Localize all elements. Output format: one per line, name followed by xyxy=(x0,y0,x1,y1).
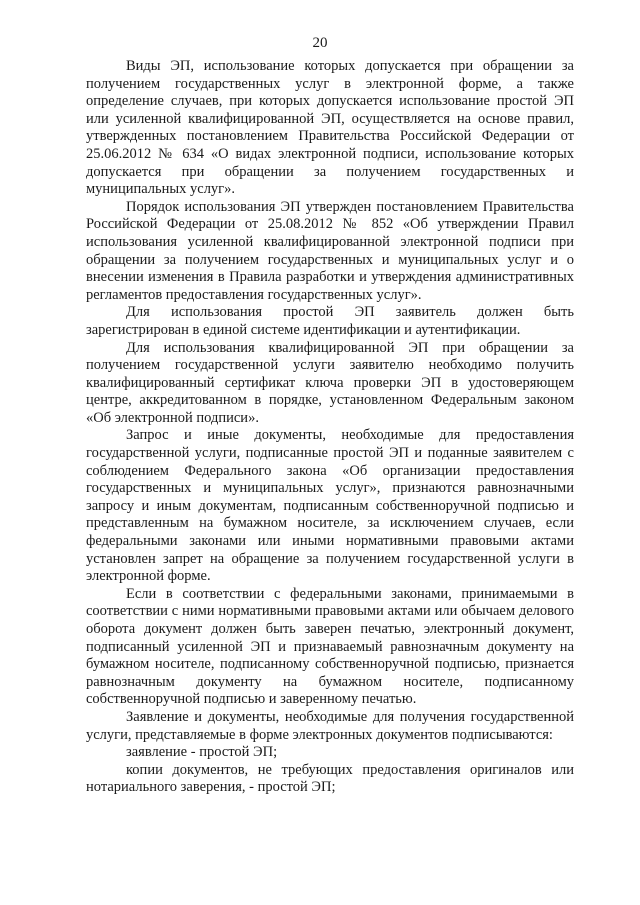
paragraph-signing-intro: Заявление и документы, необходимые для получения государственной услуги, представляемые в форме электронных документов подписываются: xyxy=(86,708,574,743)
paragraph-qualified-ep: Для использования квалифицированной ЭП при обращении за получением государственной услуги заявителю необходимо получить квалифицированный сертификат ключа проверки ЭП в удостоверяющем центре, аккредитованном в порядке, установленном Федеральным законом «Об электронной подписи». xyxy=(86,339,574,426)
paragraph-seal-equivalence: Если в соответствии с федеральными законами, принимаемыми в соответствии с ними нормативными правовыми актами или обычаем делового оборота документ должен быть заверен печатью, электронный документ, подписанный усиленной ЭП и признаваемый равнозначным документу на бумажном носителе, подписанному собственноручной подписью, признается равнозначным документу на бумажном носителе, подписанному собственноручной подписью и заверенному печатью. xyxy=(86,585,574,708)
paragraph-simple-ep: Для использования простой ЭП заявитель должен быть зарегистрирован в единой системе идентификации и аутентификации. xyxy=(86,304,574,338)
paragraph-ep-types: Виды ЭП, использование которых допускается при обращении за получением государственных услуг в электронной форме, а также определение случаев, при которых допускается использование простой ЭП или усиленной квалифицированной ЭП, осуществляется на основе правил, утвержденных постановлением Правительства Российской Федерации от 25.06.2012 № 634 «О видах электронной подписи, использование которых допускается при обращении за получением государственных и муниципальных услуг». xyxy=(86,58,574,198)
list-item-application: заявление - простой ЭП; xyxy=(126,744,278,761)
paragraph-ep-procedure: Порядок использования ЭП утвержден постановлением Правительства Российской Федерации от 25.08.2012 № 852 «Об утверждении Правил использования усиленной квалифицированной электронной подписи при обращении за получением государственных и муниципальных услуг и о внесении изменения в Правила разработки и утверждения административных регламентов предоставления государственных услуг». xyxy=(86,198,574,303)
document-body xyxy=(86,58,574,797)
list-item-copies: копии документов, не требующих предоставления оригиналов или нотариального заверения, - простой ЭП; xyxy=(86,761,574,796)
paragraph-request-documents: Запрос и иные документы, необходимые для предоставления государственной услуги, подписанные простой ЭП и поданные заявителем с соблюдением Федерального закона «Об организации предоставления государственных и муниципальных услуг», признаются равнозначными запросу и иным документам, подписанным собственноручной подписью и представленным на бумажном носителе, за исключением случаев, если федеральными законами или иными нормативными правовыми актами установлен запрет на обращение за получением государственной услуги в электронной форме. xyxy=(86,427,574,585)
page-number: 20 xyxy=(312,35,328,51)
